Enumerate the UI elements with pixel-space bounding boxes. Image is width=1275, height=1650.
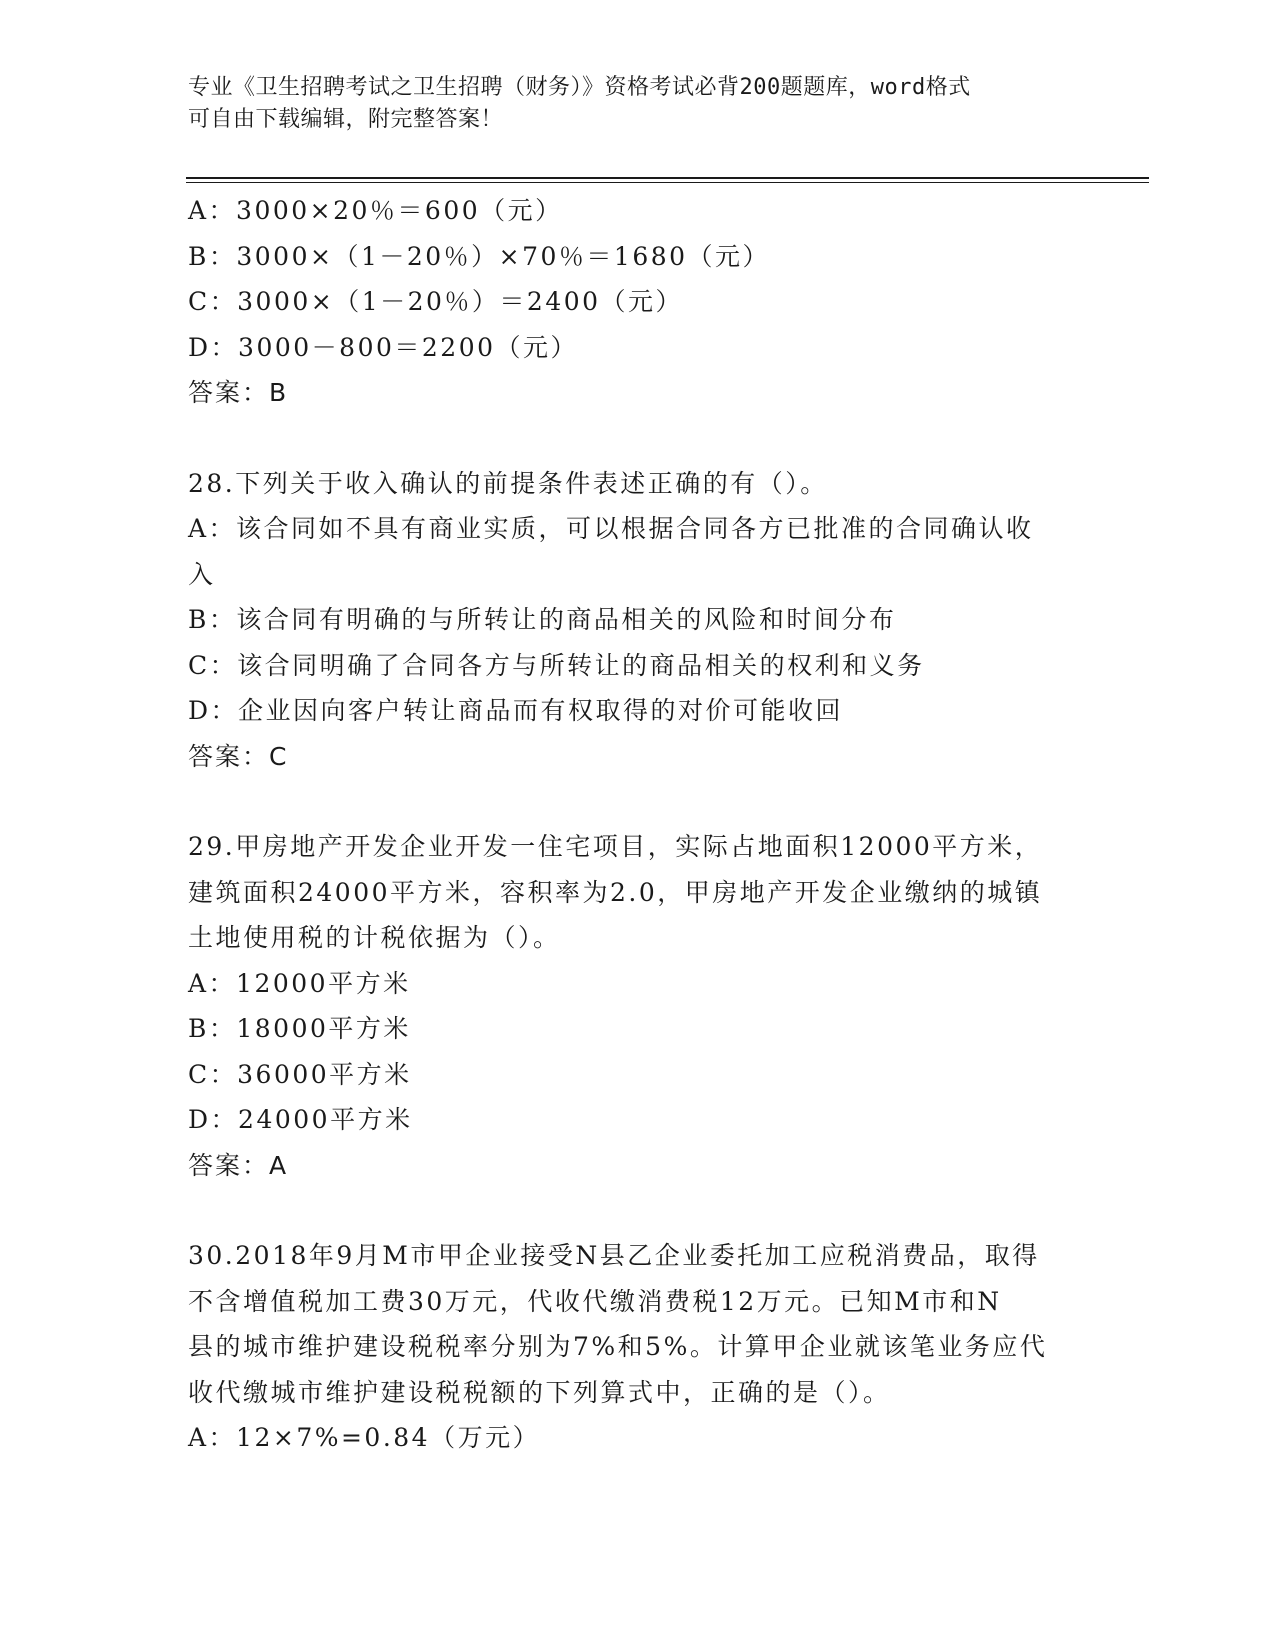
question-30 <box>188 1233 1088 1461</box>
q29-option-d: D：24000平方米 <box>188 1105 413 1134</box>
q28-option-d: D：企业因向客户转让商品而有权取得的对价可能收回 <box>188 696 844 725</box>
q29-option-b: B：18000平方米 <box>188 1014 411 1043</box>
q30-question-line-4: 收代缴城市维护建设税税额的下列算式中，正确的是（）。 <box>188 1377 891 1407</box>
q27-option-d: D：3000－800＝2200（元） <box>188 332 579 362</box>
q30-question-line-2: 不含增值税加工费30万元，代收代缴消费税12万元。已知M市和N <box>188 1286 1002 1316</box>
q27-option-c: C：3000×（1－20％）＝2400（元） <box>188 287 684 316</box>
document-body <box>188 188 1088 1461</box>
q28-question: 28.下列关于收入确认的前提条件表述正确的有（）。 <box>188 468 828 498</box>
q30-question-line-3: 县的城市维护建设税税率分别为7%和5%。计算甲企业就该笔业务应代 <box>188 1332 1048 1361</box>
q29-answer: 答案：A <box>188 1150 289 1180</box>
q27-option-b: B：3000×（1－20％）×70％＝1680（元） <box>188 241 771 271</box>
spacer <box>188 1188 1088 1233</box>
q27-option-a: A：3000×20％＝600（元） <box>188 196 563 225</box>
q27-answer: 答案：B <box>188 378 289 407</box>
q28-option-a-line-1: A：该合同如不具有商业实质，可以根据合同各方已批准的合同确认收 <box>188 514 1034 543</box>
q29-option-a: A：12000平方米 <box>188 968 411 998</box>
document-header <box>188 72 1068 136</box>
header-title-line-2: 可自由下载编辑，附完整答案！ <box>188 107 504 132</box>
question-28 <box>188 461 1088 780</box>
q30-question-line-1: 30.2018年9月M市甲企业接受N县乙企业委托加工应税消费品，取得 <box>188 1241 1040 1270</box>
q28-option-a-line-2: 入 <box>188 559 216 589</box>
header-divider-thick <box>186 177 1149 179</box>
spacer <box>188 416 1088 461</box>
q28-option-c: C：该合同明确了合同各方与所转让的商品相关的权利和义务 <box>188 650 925 680</box>
q28-answer: 答案：C <box>188 741 289 771</box>
q29-option-c: C：36000平方米 <box>188 1059 412 1089</box>
header-title-line-1: 专业《卫生招聘考试之卫生招聘（财务）》资格考试必背200题题库，word格式 <box>188 75 971 100</box>
q30-option-a: A：12×7%=0.84（万元） <box>188 1423 541 1452</box>
question-29 <box>188 824 1088 1188</box>
q28-option-b: B：该合同有明确的与所转让的商品相关的风险和时间分布 <box>188 605 897 634</box>
spacer <box>188 779 1088 824</box>
q29-question-line-1: 29.甲房地产开发企业开发一住宅项目，实际占地面积12000平方米， <box>188 832 1043 861</box>
question-27 <box>188 188 1088 416</box>
header-divider-thin <box>186 182 1149 183</box>
q29-question-line-3: 土地使用税的计税依据为（）。 <box>188 923 561 952</box>
q29-question-line-2: 建筑面积24000平方米，容积率为2.0，甲房地产开发企业缴纳的城镇 <box>188 877 1043 907</box>
